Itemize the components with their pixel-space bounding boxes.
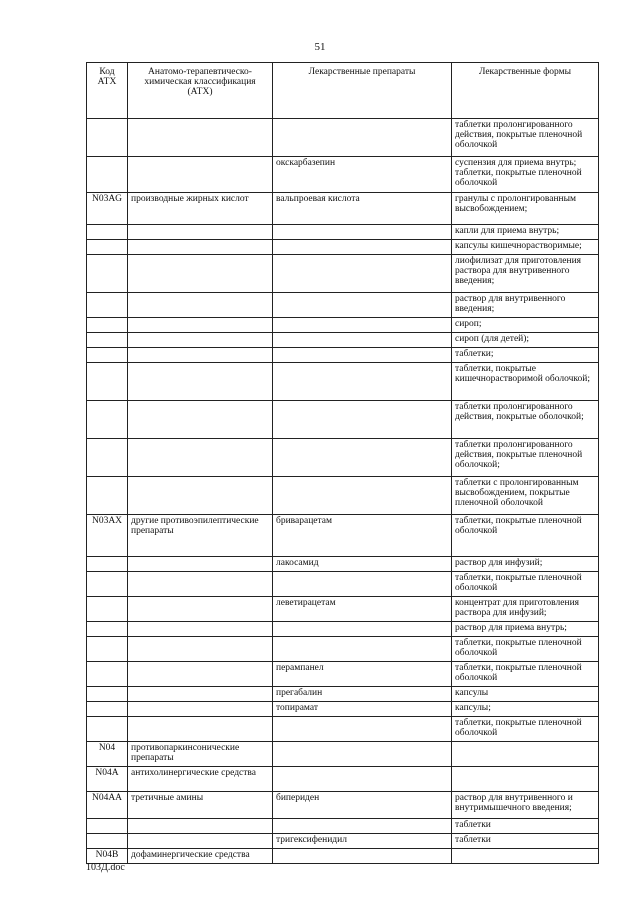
cell-code [87,572,128,597]
cell-drug [273,333,452,348]
cell-classification [128,333,273,348]
cell-drug [273,819,452,834]
cell-code [87,225,128,240]
atc-drug-table [86,62,599,864]
table-row [87,401,599,439]
table-row [87,597,599,622]
cell-form: таблетки с пролонгированным высвобождением, покрытые пленочной оболочкой [452,477,599,515]
cell-form: таблетки [452,834,599,849]
page-number: 51 [314,41,326,53]
cell-classification [128,318,273,333]
cell-drug [273,225,452,240]
cell-classification [128,622,273,637]
table-row [87,225,599,240]
cell-code [87,687,128,702]
cell-drug [273,293,452,318]
cell-classification [128,255,273,293]
header-code: Код АТХ [87,63,128,119]
cell-classification: производные жирных кислот [128,193,273,225]
cell-form: таблетки, покрытые кишечнорастворимой оболочкой; [452,363,599,401]
cell-form: сироп; [452,318,599,333]
cell-classification: противопаркинсонические препараты [128,742,273,767]
cell-classification [128,572,273,597]
table-row [87,572,599,597]
cell-form: лиофилизат для приготовления раствора для внутривенного введения; [452,255,599,293]
cell-drug: прегабалин [273,687,452,702]
cell-classification: дофаминергические средства [128,849,273,864]
cell-classification [128,348,273,363]
cell-form: раствор для инфузий; [452,557,599,572]
cell-classification [128,401,273,439]
cell-classification [128,477,273,515]
table-row [87,557,599,572]
cell-form: таблетки; [452,348,599,363]
table-row [87,240,599,255]
cell-classification [128,557,273,572]
table-row [87,702,599,717]
cell-classification [128,687,273,702]
cell-code [87,477,128,515]
cell-drug: бипериден [273,792,452,819]
cell-drug: топирамат [273,702,452,717]
cell-form: таблетки [452,819,599,834]
cell-classification [128,834,273,849]
cell-drug [273,767,452,792]
cell-code [87,597,128,622]
cell-form: гранулы с пролонгированным высвобождением; [452,193,599,225]
table-row [87,622,599,637]
cell-drug [273,318,452,333]
cell-form: таблетки, покрытые пленочной оболочкой [452,662,599,687]
cell-form: раствор для внутривенного и внутримышечного введения; [452,792,599,819]
table-row [87,742,599,767]
header-classification: Анатомо-терапевтическо-химическая классификация (АТХ) [128,63,273,119]
cell-classification [128,157,273,193]
cell-code [87,702,128,717]
cell-classification [128,702,273,717]
cell-code [87,439,128,477]
cell-drug: окскарбазепин [273,157,452,193]
cell-code [87,318,128,333]
header-drugs: Лекарственные препараты [273,63,452,119]
table-row [87,792,599,819]
cell-classification [128,225,273,240]
cell-classification [128,439,273,477]
table-row [87,193,599,225]
cell-form [452,767,599,792]
cell-drug [273,255,452,293]
cell-code [87,363,128,401]
cell-code [87,255,128,293]
cell-code: N04B [87,849,128,864]
cell-classification [128,597,273,622]
table-row [87,687,599,702]
cell-form: капсулы кишечнорастворимые; [452,240,599,255]
table-row [87,439,599,477]
cell-drug [273,637,452,662]
table-body [87,119,599,864]
cell-classification [128,819,273,834]
cell-drug [273,622,452,637]
cell-form: суспензия для приема внутрь; таблетки, покрытые пленочной оболочкой [452,157,599,193]
cell-code [87,637,128,662]
cell-form: сироп (для детей); [452,333,599,348]
cell-drug [273,348,452,363]
cell-form: таблетки пролонгированного действия, покрытые пленочной оболочкой; [452,439,599,477]
table-row [87,119,599,157]
cell-form: таблетки, покрытые пленочной оболочкой [452,515,599,557]
cell-code [87,622,128,637]
table-row [87,348,599,363]
table-row [87,363,599,401]
cell-classification [128,717,273,742]
cell-form: раствор для приема внутрь; [452,622,599,637]
cell-drug: бриварацетам [273,515,452,557]
cell-code: N03AG [87,193,128,225]
cell-code [87,240,128,255]
cell-drug [273,401,452,439]
cell-drug: перампанел [273,662,452,687]
cell-code: N04 [87,742,128,767]
cell-form [452,849,599,864]
table-header-row [87,63,599,119]
cell-form: таблетки, покрытые пленочной оболочкой [452,637,599,662]
cell-code [87,819,128,834]
cell-drug: леветирацетам [273,597,452,622]
cell-drug: вальпроевая кислота [273,193,452,225]
cell-classification [128,363,273,401]
cell-drug: лакосамид [273,557,452,572]
cell-drug [273,240,452,255]
cell-form: таблетки пролонгированного действия, покрытые пленочной оболочкой [452,119,599,157]
table-row [87,318,599,333]
cell-classification: антихолинергические средства [128,767,273,792]
footer-filename: 103Д.doc [86,862,125,873]
cell-code [87,662,128,687]
cell-form: таблетки пролонгированного действия, покрытые оболочкой; [452,401,599,439]
cell-drug [273,363,452,401]
table-row [87,717,599,742]
cell-form: концентрат для приготовления раствора для инфузий; [452,597,599,622]
cell-drug: тригексифенидил [273,834,452,849]
table-row [87,819,599,834]
cell-code [87,119,128,157]
cell-classification [128,119,273,157]
cell-code [87,401,128,439]
cell-drug [273,572,452,597]
cell-classification [128,240,273,255]
cell-form: капсулы; [452,702,599,717]
table-row [87,637,599,662]
table-row [87,333,599,348]
cell-code [87,834,128,849]
cell-code [87,557,128,572]
header-forms: Лекарственные формы [452,63,599,119]
cell-code [87,333,128,348]
cell-code: N04A [87,767,128,792]
cell-classification [128,662,273,687]
cell-form [452,742,599,767]
cell-form: капли для приема внутрь; [452,225,599,240]
cell-drug [273,849,452,864]
cell-form: таблетки, покрытые пленочной оболочкой [452,717,599,742]
cell-classification: третичные амины [128,792,273,819]
table-row [87,662,599,687]
table-row [87,157,599,193]
cell-code [87,293,128,318]
cell-drug [273,439,452,477]
cell-code: N04AA [87,792,128,819]
cell-drug [273,477,452,515]
table-row [87,477,599,515]
cell-classification [128,293,273,318]
cell-classification: другие противоэпилептические препараты [128,515,273,557]
table-row [87,767,599,792]
table-row [87,834,599,849]
cell-code [87,717,128,742]
table-row [87,255,599,293]
cell-code: N03AX [87,515,128,557]
cell-drug [273,717,452,742]
cell-code [87,348,128,363]
table-row [87,293,599,318]
cell-form: таблетки, покрытые пленочной оболочкой [452,572,599,597]
cell-drug [273,742,452,767]
cell-form: раствор для внутривенного введения; [452,293,599,318]
cell-drug [273,119,452,157]
table-row [87,849,599,864]
cell-classification [128,637,273,662]
table-row [87,515,599,557]
cell-form: капсулы [452,687,599,702]
cell-code [87,157,128,193]
